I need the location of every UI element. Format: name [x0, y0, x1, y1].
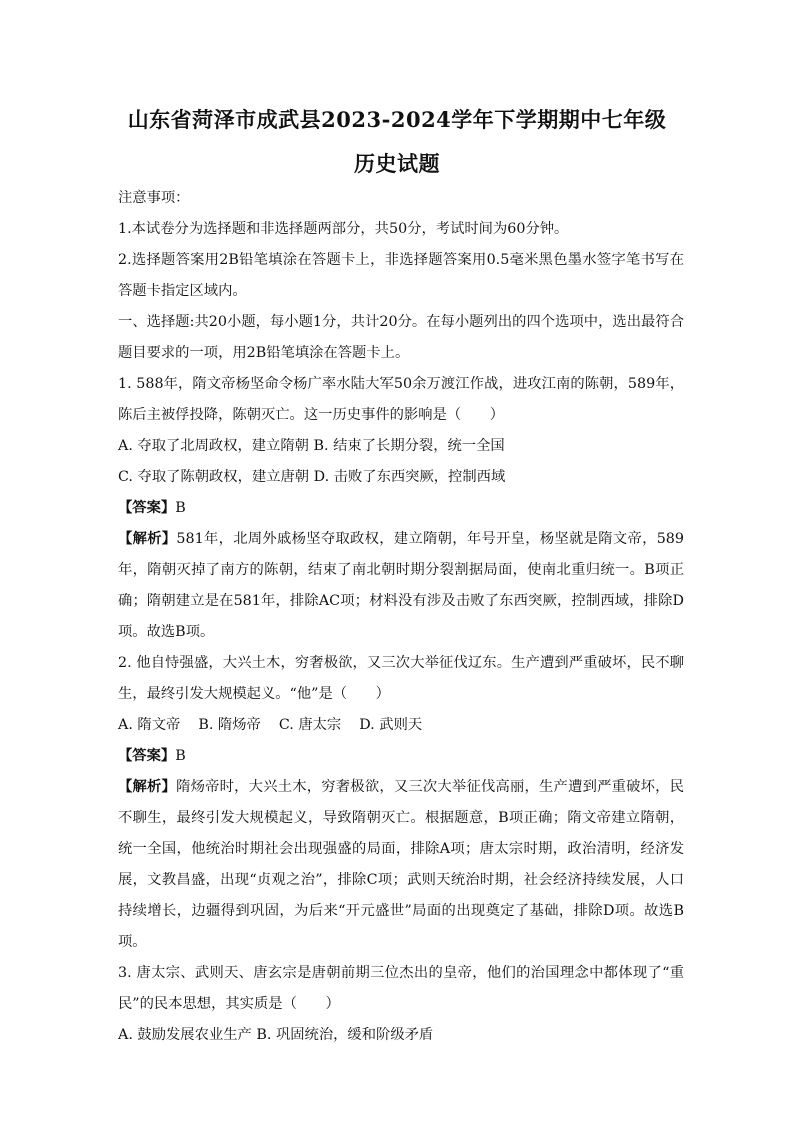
q1-option-d: D. 击败了东西突厥，控制西域: [313, 469, 506, 485]
question-2-stem: 2. 他自恃强盛，大兴土木，穷奢极欲，又三次大举征伐辽东。生产遭到严重破坏，民不聊生，最终引发大规模起义。“他”是（ ）: [118, 655, 684, 702]
exam-content: [118, 183, 684, 1051]
question-1-analysis: [118, 524, 684, 648]
question-2-options: [118, 710, 684, 741]
question-3-stem: 3. 唐太宗、武则天、唐玄宗是唐朝前期三位杰出的皇帝，他们的治国理念中都体现了“重民”的民本思想，其实质是（ ）: [118, 965, 684, 1012]
question-2-answer: [118, 741, 684, 772]
q1-option-b: B. 结束了长期分裂，统一全国: [313, 438, 505, 454]
answer-tag: 【答案】: [118, 500, 176, 516]
q2-option-d: D. 武则天: [359, 717, 423, 733]
answer-value: B: [175, 500, 186, 516]
q3-option-b: B. 巩固统治，缓和阶级矛盾: [256, 1027, 434, 1043]
analysis-tag: 【解析】: [118, 779, 177, 795]
answer-value: B: [175, 748, 186, 764]
question-1-stem: 1. 588年，隋文帝杨坚命令杨广率水陆大军50余万渡江作战，进攻江南的陈朝，589年，陈后主被俘投降，陈朝灭亡。这一历史事件的影响是（ ）: [118, 376, 684, 423]
q1-option-c: C. 夺取了陈朝政权，建立唐朝: [118, 469, 310, 485]
q2-option-a: A. 隋文帝: [118, 717, 181, 733]
q2-option-c: C. 唐太宗: [278, 717, 342, 733]
notice-heading: 注意事项：: [118, 190, 190, 206]
question-1-answer: [118, 493, 684, 524]
answer-tag: 【答案】: [118, 748, 176, 764]
notice-item-2: 2.选择题答案用2B铅笔填涂在答题卡上，非选择题答案用0.5毫米黑色墨水签字笔书写在答题卡指定区域内。: [118, 252, 684, 299]
analysis-text: 581年，北周外戚杨坚夺取政权，建立隋朝，年号开皇，杨坚就是隋文帝，589年，隋朝灭掉了南方的陈朝，结束了南北朝时期分裂割据局面，使南北重归统一。B项正确；隋朝建立是在581年，排除AC项；材料没有涉及击败了东西突厥，控制西域，排除D项。故选B项。: [118, 531, 685, 640]
question-1-options-row2: [118, 462, 684, 493]
analysis-text: 隋炀帝时，大兴土木，穷奢极欲，又三次大举征伐高丽，生产遭到严重破坏，民不聊生，最终引发大规模起义，导致隋朝灭亡。根据题意，B项正确；隋文帝建立隋朝，统一全国，他统治时期社会出现强盛的局面，排除A项；唐太宗时期，政治清明，经济发展，文教昌盛，出现“贞观之治”，排除C项；武则天统治时期，社会经济持续发展，人口持续增长，边疆得到巩固，为后来“开元盛世”局面的出现奠定了基础，排除D项。故选B项。: [118, 779, 685, 950]
question-1-options-row1: [118, 431, 684, 462]
q3-option-a: A. 鼓励发展农业生产: [118, 1027, 252, 1043]
question-3-options: [118, 1020, 684, 1051]
exam-subtitle: 历史试题: [354, 151, 440, 176]
analysis-tag: 【解析】: [118, 531, 177, 547]
q1-option-a: A. 夺取了北周政权，建立隋朝: [118, 438, 309, 454]
exam-title: 山东省菏泽市成武县2023-2024学年下学期期中七年级: [127, 107, 667, 132]
notice-item-1: 1.本试卷分为选择题和非选择题两部分，共50分，考试时间为60分钟。: [118, 221, 569, 237]
q2-option-b: B. 隋炀帝: [198, 717, 261, 733]
section-intro: 一、选择题:共20小题，每小题1分，共计20分。在每小题列出的四个选项中，选出最符合题目要求的一项，用2B铅笔填涂在答题卡上。: [118, 314, 684, 361]
question-2-analysis: [118, 772, 684, 958]
